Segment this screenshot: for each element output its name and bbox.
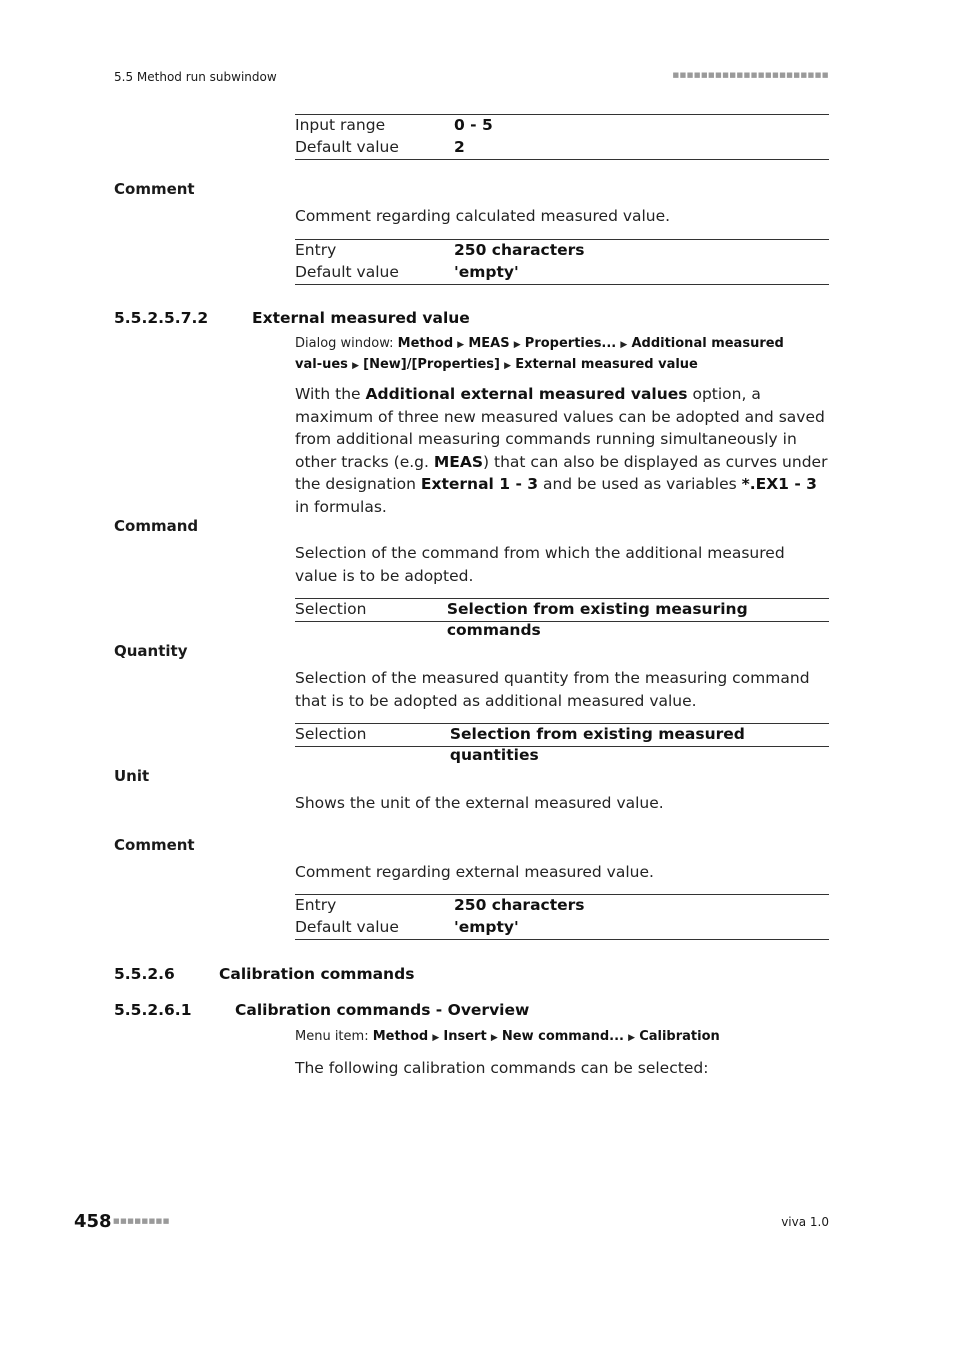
quantity-description: Selection of the measured quantity from the measuring command that is to be adopted as additional measured value.	[295, 669, 810, 710]
page-number: 458	[74, 1211, 112, 1232]
table-row	[295, 724, 829, 764]
arrow-icon: ▶	[352, 361, 359, 371]
bold-text: *.EX1 - 3	[741, 475, 817, 493]
external-description	[295, 383, 829, 518]
path-item: Properties...	[524, 336, 617, 351]
table-row	[295, 917, 829, 939]
path-item: Additional measured val-ues	[295, 336, 784, 372]
row-value: 250 characters	[454, 896, 585, 914]
quantity-label: Quantity	[114, 642, 188, 660]
row-value: 'empty'	[454, 263, 519, 281]
section-heading-overview	[114, 1001, 529, 1019]
arrow-icon: ▶	[504, 361, 512, 371]
comment-table	[295, 894, 829, 940]
menu-path	[295, 1027, 795, 1048]
row-value: Selection from existing measuring commands	[446, 600, 748, 639]
table-row	[295, 599, 829, 639]
row-key: Default value	[295, 263, 399, 281]
row-key: Default value	[295, 918, 399, 936]
section-number: 5.5.2.6	[114, 965, 175, 983]
row-key: Default value	[295, 138, 399, 156]
text: With the	[295, 385, 366, 403]
table-row	[295, 137, 829, 159]
path-prefix: Dialog window:	[295, 336, 398, 351]
quantity-table	[295, 723, 829, 764]
header-decoration: ■■■■■■■■■■■■■■■■■■■■■■	[672, 71, 829, 79]
comment-description: Comment regarding calculated measured value.	[295, 207, 671, 225]
dialog-path	[295, 334, 795, 376]
arrow-icon: ▶	[490, 1033, 498, 1043]
comment-label: Comment	[114, 836, 195, 854]
input-range-table	[295, 114, 829, 160]
section-number: 5.5.2.5.7.2	[114, 309, 209, 327]
path-item: New command...	[501, 1029, 624, 1044]
arrow-icon: ▶	[628, 1033, 636, 1043]
section-title: External measured value	[252, 309, 470, 327]
path-item: Method	[372, 1029, 429, 1044]
document-name: viva 1.0	[781, 1215, 829, 1229]
row-key: Selection	[295, 725, 367, 743]
table-row	[295, 895, 829, 917]
table-row	[295, 262, 829, 284]
bold-text: External 1 - 3	[420, 475, 539, 493]
row-key: Input range	[295, 116, 386, 134]
unit-label: Unit	[114, 767, 150, 785]
row-value: 2	[454, 138, 465, 156]
path-item: External measured value	[515, 357, 698, 372]
section-number: 5.5.2.6.1	[114, 1001, 192, 1019]
path-prefix: Menu item:	[295, 1029, 373, 1044]
arrow-icon: ▶	[513, 340, 521, 350]
path-item: Insert	[443, 1029, 487, 1044]
row-value: 250 characters	[454, 241, 585, 259]
footer-decoration: ■■■■■■■■	[113, 1217, 170, 1225]
row-value: Selection from existing measured quantities	[449, 725, 745, 764]
text: in formulas.	[295, 497, 387, 516]
arrow-icon: ▶	[432, 1033, 440, 1043]
section-heading-calibration	[114, 965, 414, 983]
path-item: Method	[397, 336, 454, 351]
comment-table	[295, 239, 829, 285]
bold-text: Additional external measured values	[365, 385, 688, 403]
unit-description: Shows the unit of the external measured value.	[295, 794, 664, 812]
overview-description: The following calibration commands can be selected:	[295, 1059, 709, 1077]
table-row	[295, 240, 829, 262]
row-key: Selection	[295, 600, 367, 618]
row-value: 'empty'	[454, 918, 519, 936]
text: and be used as variables	[538, 475, 742, 493]
section-title: Calibration commands - Overview	[235, 1001, 530, 1019]
running-header-section: 5.5 Method run subwindow	[114, 70, 277, 84]
section-title: Calibration commands	[219, 965, 415, 983]
path-item: Calibration	[639, 1029, 720, 1044]
row-value: 0 - 5	[454, 116, 493, 134]
row-key: Entry	[295, 241, 337, 259]
path-item: MEAS	[468, 336, 510, 351]
section-heading-external	[114, 309, 470, 327]
text: ) that can also be displayed as curves under the designation	[295, 452, 828, 493]
arrow-icon: ▶	[620, 340, 628, 350]
comment-label: Comment	[114, 180, 195, 198]
path-item: [New]/[Properties]	[363, 357, 500, 372]
command-label: Command	[114, 517, 199, 535]
command-table	[295, 598, 829, 639]
text: option, a maximum of three new measured values can be adopted and saved from additional measuring commands running simultaneously in other tracks (e.g.	[295, 385, 825, 471]
table-row	[295, 115, 829, 137]
row-key: Entry	[295, 896, 337, 914]
comment-description: Comment regarding external measured value.	[295, 863, 654, 881]
arrow-icon: ▶	[457, 340, 465, 350]
bold-text: MEAS	[433, 452, 484, 471]
command-description: Selection of the command from which the additional measured value is to be adopted.	[295, 544, 785, 585]
